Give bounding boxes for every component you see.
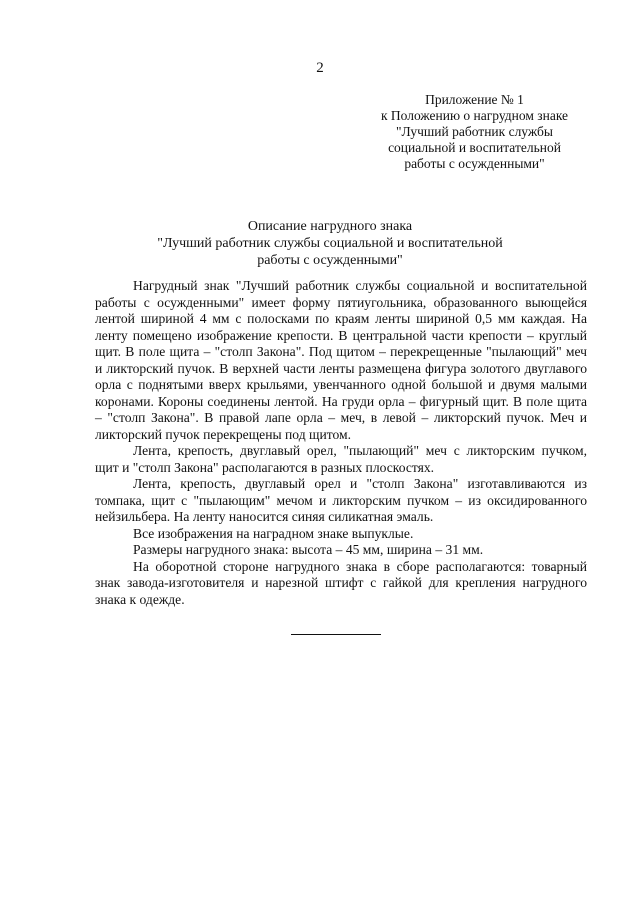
paragraph: Лента, крепость, двуглавый орел, "пылающий" меч с ликторским пучком, щит и "столп Закона" располагаются в разных плоскостях.	[95, 443, 587, 475]
body-text	[95, 278, 587, 608]
paragraph: Размеры нагрудного знака: высота – 45 мм, ширина – 31 мм.	[133, 542, 484, 557]
heading-line: "Лучший работник службы социальной и воспитательной	[157, 236, 503, 251]
paragraph: Лента, крепость, двуглавый орел и "столп Закона" изготавливаются из томпака, щит с "пылающим" мечом и ликторским пучком – из оксидированного нейзильбера. На ленту наносится синяя силикатная эмаль.	[95, 476, 587, 524]
page-number: 2	[316, 60, 324, 76]
paragraph: На оборотной стороне нагрудного знака в сборе располагаются: товарный знак завода-изготовителя и нарезной штифт с гайкой для крепления нагрудного знака к одежде.	[95, 558, 587, 607]
appendix-line: Приложение № 1	[425, 92, 524, 107]
heading-line: Описание нагрудного знака	[247, 219, 413, 234]
document-heading	[150, 218, 510, 269]
closing-divider	[291, 634, 381, 635]
appendix-line: "Лучший работник службы	[396, 124, 553, 139]
appendix-line: социальной и воспитательной	[388, 140, 561, 155]
paragraph: Нагрудный знак "Лучший работник службы социальной и воспитательной работы с осужденными" имеет форму пятиугольника, образованного выющейся лентой шириной 4 мм с полосками по краям ленты шириной 0,5 мм каждая. На ленту помещено изображение крепости. В центральной части крепости – круглый щит. В поле щита – "столп Закона". Под щитом – перекрещенные "пылающий" меч и ликторский пучок. В верхней части ленты размещена фигура золотого двуглавого орла с поднятыми вверх крыльями, увенчанного одной большой и двумя малыми коронами. Короны соединены лентой. На груди орла – фигурный щит. В поле щита – "столп Закона". В правой лапе орла – меч, в левой – ликторский пучок. Меч и ликторский пучок перекрещены под щитом.	[95, 278, 587, 442]
heading-line: работы с осужденными"	[257, 253, 403, 268]
appendix-line: к Положению о нагрудном знаке	[380, 108, 569, 123]
paragraph: Все изображения на наградном знаке выпуклые.	[133, 525, 414, 541]
appendix-line: работы с осужденными"	[404, 156, 545, 171]
appendix-reference	[372, 92, 577, 172]
